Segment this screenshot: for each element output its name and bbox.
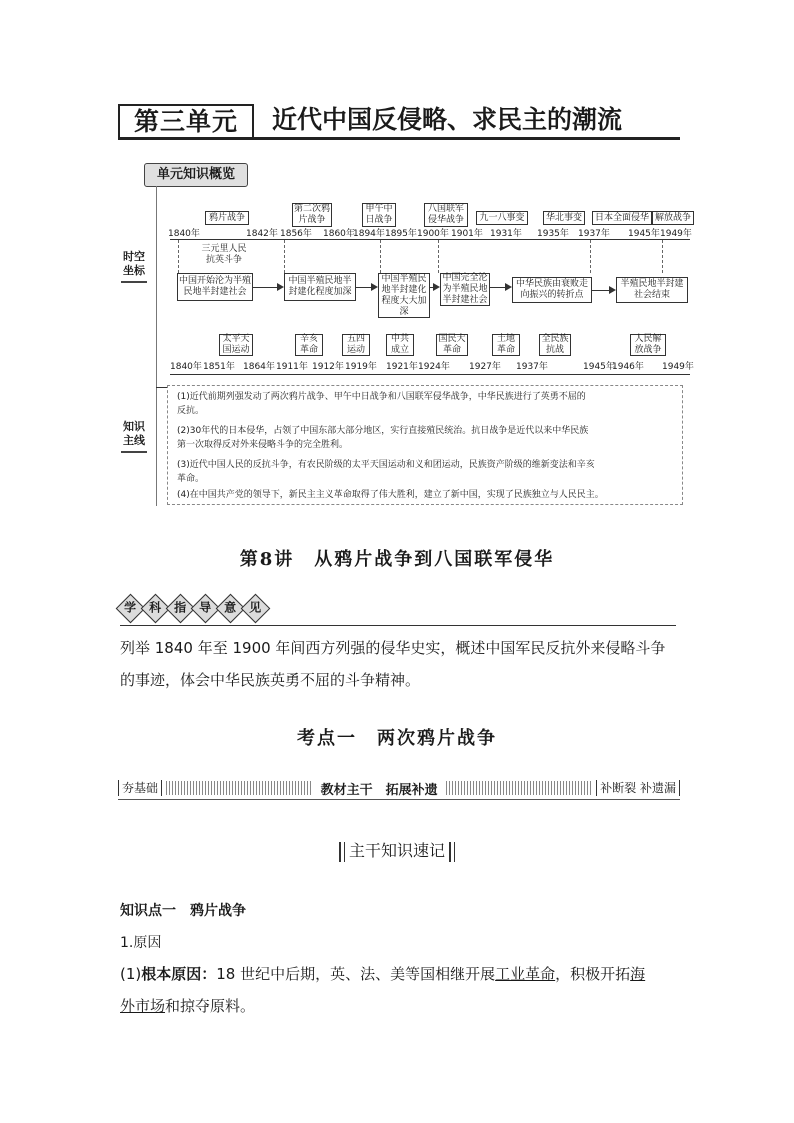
section-cause: 1.原因 — [120, 935, 162, 951]
bottom-year: 1946年 — [612, 362, 644, 372]
overview-tab: 单元知识概览 — [144, 163, 248, 187]
bottom-year: 1911年 — [276, 362, 308, 372]
knowledge-line: (2)30年代的日本侵华，占领了中国东部大部分地区，实行直接殖民统治。抗日战争是近代以来中华民族 — [177, 426, 589, 436]
top-year: 1840年 — [168, 229, 200, 239]
event-box-918: 九一八事变 — [476, 211, 528, 225]
top-year: 1931年 — [490, 229, 522, 239]
bottom-year: 1864年 — [243, 362, 275, 372]
side-label-knowledge: 知识 主线 — [123, 420, 145, 447]
stage-box: 中国半殖民地半封建化程度大大加深 — [378, 273, 430, 318]
bottom-year: 1924年 — [418, 362, 450, 372]
bottom-event-box: 人民解放战争 — [630, 334, 666, 356]
bottom-event-box: 全民族抗战 — [539, 334, 571, 356]
event-box-sino-japanese-war: 甲午中日战争 — [362, 203, 396, 227]
knowledge-line: 反抗。 — [177, 406, 205, 416]
guide-heading: 学 科 指 导 意 见 — [120, 598, 268, 624]
side-label-time: 时空 坐标 — [123, 250, 145, 277]
event-box-second-opium-war: 第二次鸦片战争 — [294, 204, 331, 225]
knowledge-line: 革命。 — [177, 474, 205, 484]
bottom-event-box: 五四运动 — [342, 334, 370, 356]
band-right: 补断裂 补遗漏 — [596, 780, 680, 796]
top-year: 1937年 — [578, 229, 610, 239]
sub-title: 主干知识速记 — [0, 838, 794, 862]
guide-text-line2: 的事迹，体会中华民族英勇不屈的斗争精神。 — [120, 671, 421, 689]
top-year: 1945年 — [628, 229, 660, 239]
bottom-timeline-axis — [170, 374, 690, 375]
lecture-title: 第8讲 从鸦片战争到八国联军侵华 — [239, 549, 555, 570]
knowledge-line: 第一次取得反对外来侵略斗争的完全胜利。 — [177, 440, 349, 450]
unit-number: 第三单元 — [118, 104, 254, 138]
stage-box: 中国半殖民地半封建化程度加深 — [284, 273, 356, 301]
bottom-event-box: 土地革命 — [492, 334, 520, 356]
top-year: 1935年 — [537, 229, 569, 239]
bottom-year: 1919年 — [345, 362, 377, 372]
bottom-event-box: 国民大革命 — [436, 334, 468, 356]
stage-box: 半殖民地半封建社会结束 — [616, 277, 688, 303]
top-year: 1901年 — [451, 229, 483, 239]
top-year: 1900年 — [417, 229, 449, 239]
knowledge-line: (3)近代中国人民的反抗斗争，有农民阶级的太平天国运动和义和团运动，民族资产阶级的维新变法和辛亥 — [177, 460, 595, 470]
side-label-time-bar — [121, 281, 147, 283]
top-year: 1895年 — [385, 229, 417, 239]
title-rule — [118, 137, 680, 140]
side-label-knowledge-bar — [121, 451, 147, 453]
event-box-north-china: 华北事变 — [543, 211, 585, 225]
unit-title: 近代中国反侵略、求民主的潮流 — [272, 105, 623, 134]
sanyuanli-label: 三元里人民抗英斗争 — [201, 244, 247, 265]
event-box-full-invasion: 日本全面侵华 — [592, 211, 652, 225]
knowledge-point-1: 知识点一 鸦片战争 — [120, 903, 246, 919]
overview-spine — [156, 186, 157, 506]
bottom-year: 1949年 — [662, 362, 694, 372]
bottom-year: 1937年 — [516, 362, 548, 372]
bottom-year: 1840年 — [170, 362, 202, 372]
stage-box: 中国完全沦为半殖民地半封建社会 — [440, 273, 490, 306]
band-left: 夯基础 — [118, 780, 162, 796]
guide-rule — [120, 625, 676, 626]
bottom-year: 1921年 — [386, 362, 418, 372]
bottom-event-box: 太平天国运动 — [219, 334, 253, 356]
stage-box: 中国开始沦为半殖民地半封建社会 — [177, 273, 253, 301]
knowledge-line: (1)近代前期列强发动了两次鸦片战争、甲午中日战争和八国联军侵华战争，中华民族进行了英勇不屈的 — [177, 392, 586, 402]
top-year: 1842年 — [246, 229, 278, 239]
stage-box: 中华民族由衰败走向振兴的转折点 — [512, 277, 592, 303]
knowledge-line: (4)在中国共产党的领导下，新民主主义革命取得了伟大胜利，建立了新中国，实现了民族独立与人民民主。 — [177, 490, 604, 500]
reason-paragraph: (1)根本原因：18 世纪中后期，英、法、美等国相继开展工业革命，积极开拓海 外市场和掠夺原料。 — [120, 965, 646, 1015]
bottom-year: 1945年 — [583, 362, 615, 372]
top-year: 1949年 — [660, 229, 692, 239]
guide-text-line1: 列举 1840 年至 1900 年间西方列强的侵华史实，概述中国军民反抗外来侵略斗争 — [120, 639, 666, 657]
event-box-eight-nation: 八国联军侵华战争 — [424, 203, 468, 227]
bottom-year: 1912年 — [312, 362, 344, 372]
section-band — [118, 777, 680, 799]
bottom-year: 1851年 — [203, 362, 235, 372]
bottom-event-box: 辛亥革命 — [295, 334, 323, 356]
top-year: 1856年 — [280, 229, 312, 239]
top-year: 1860年 — [323, 229, 355, 239]
bottom-event-box: 中共成立 — [386, 334, 414, 356]
top-timeline-axis — [170, 239, 690, 240]
event-box-opium-war: 鸦片战争 — [205, 211, 249, 225]
bottom-year: 1927年 — [469, 362, 501, 372]
band-mid: 教材主干 拓展补遗 — [320, 782, 438, 798]
top-year: 1894年 — [353, 229, 385, 239]
event-box-liberation-war: 解放战争 — [652, 211, 694, 225]
kaodian-title: 考点一 两次鸦片战争 — [297, 728, 497, 749]
